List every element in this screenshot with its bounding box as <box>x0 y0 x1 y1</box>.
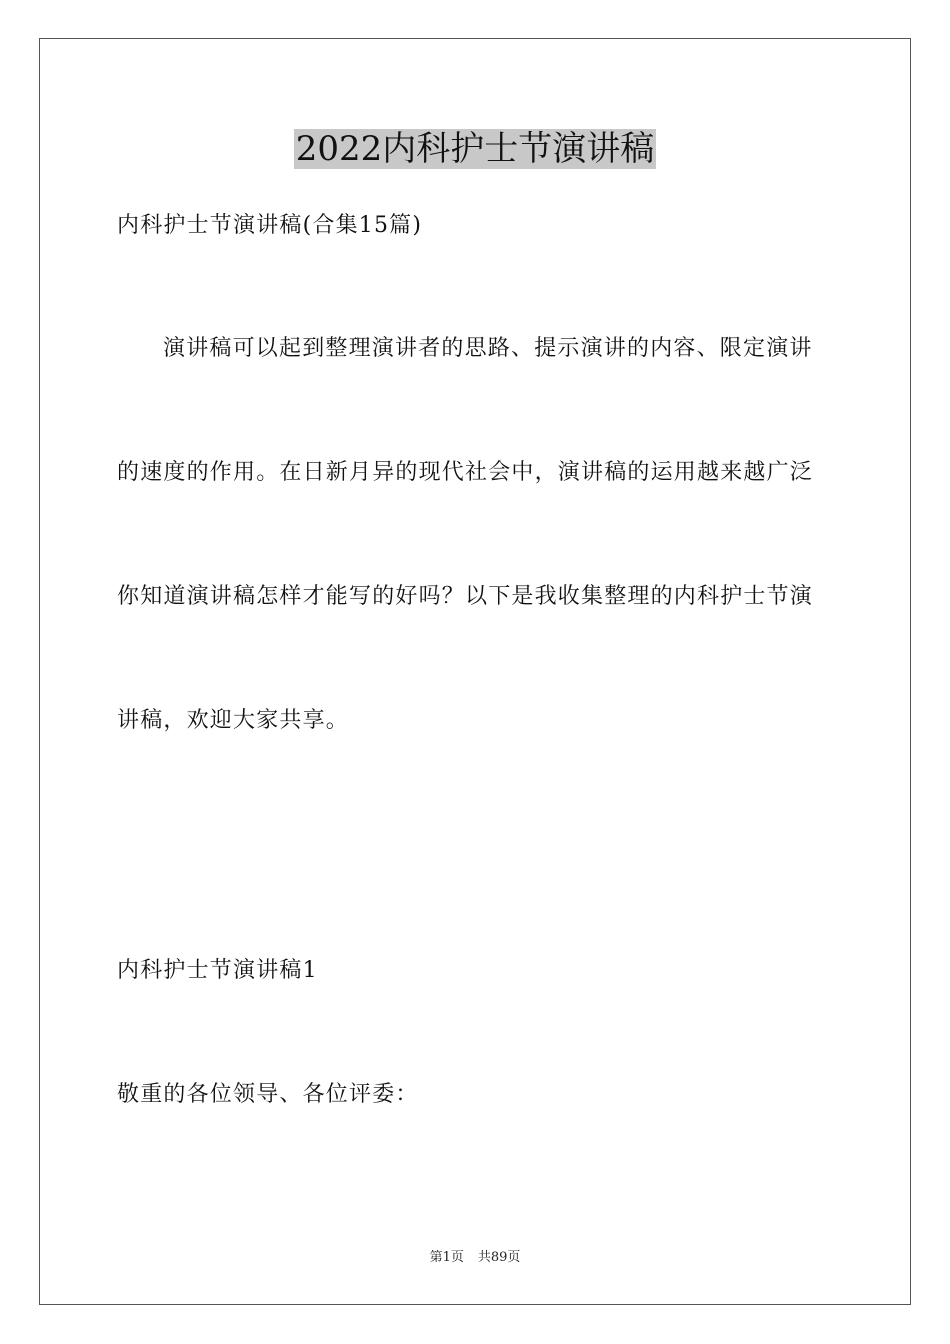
intro-line-1: 演讲稿可以起到整理演讲者的思路、提示演讲的内容、限定演讲 <box>163 336 813 361</box>
page-footer <box>0 1246 950 1265</box>
intro-line-4: 讲稿，欢迎大家共享。 <box>117 708 350 733</box>
document-title-block <box>0 127 950 171</box>
document-subtitle: 内科护士节演讲稿(合集15篇) <box>117 213 423 238</box>
intro-line-3: 你知道演讲稿怎样才能写的好吗？以下是我收集整理的内科护士节演 <box>117 584 814 609</box>
document-title: 2022内科护士节演讲稿 <box>295 129 655 169</box>
salutation: 敬重的各位领导、各位评委： <box>117 1082 419 1107</box>
page-number: 第1页 <box>429 1250 464 1265</box>
intro-line-2: 的速度的作用。在日新月异的现代社会中，演讲稿的运用越来越广泛 <box>117 460 814 485</box>
page-total: 共89页 <box>477 1250 521 1265</box>
section-heading: 内科护士节演讲稿1 <box>117 958 318 983</box>
